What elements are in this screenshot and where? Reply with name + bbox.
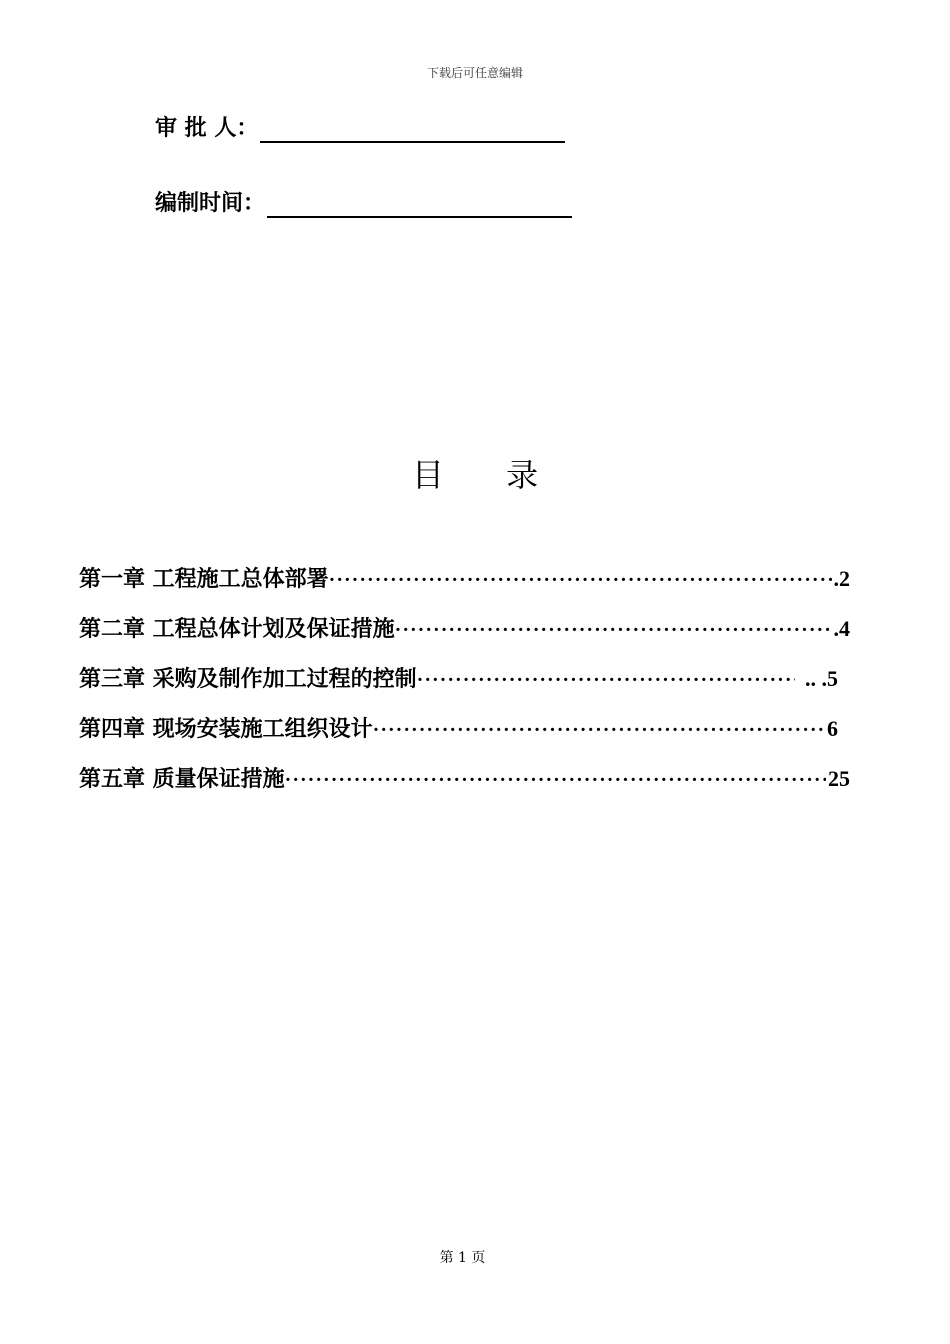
toc-entry-text: 第一章 工程施工总体部署 <box>79 567 329 592</box>
toc-dot-leader <box>417 664 795 696</box>
date-label: 编制时间： <box>155 191 266 216</box>
toc-dot-leader <box>329 564 832 596</box>
toc-entry[interactable] <box>79 713 850 763</box>
page-number-footer: 第 1 页 <box>439 1250 486 1266</box>
toc-entry[interactable] <box>79 563 850 613</box>
toc-entry[interactable] <box>79 763 850 813</box>
toc-entry-text: 第五章 质量保证措施 <box>79 767 285 792</box>
toc-entry-page: .. .5 <box>805 666 838 691</box>
toc-entry-page: 6 <box>827 716 838 741</box>
toc-entry[interactable] <box>79 663 850 713</box>
date-row <box>155 178 572 218</box>
header-note: 下载后可任意编辑 <box>426 66 523 80</box>
toc-dot-leader <box>373 714 825 746</box>
toc-dot-leader <box>285 764 826 796</box>
toc-title: 目 录 <box>411 456 565 494</box>
toc-entry-text: 第四章 现场安装施工组织设计 <box>79 717 373 742</box>
toc-entry-page: .2 <box>833 566 850 591</box>
approver-label: 审 批 人： <box>155 116 259 141</box>
table-of-contents <box>79 563 850 813</box>
approver-signature-line[interactable] <box>260 115 565 143</box>
toc-entry-text: 第三章 采购及制作加工过程的控制 <box>79 667 417 692</box>
date-signature-line[interactable] <box>267 190 572 218</box>
toc-entry-page: .4 <box>833 616 850 641</box>
toc-dot-leader <box>395 614 832 646</box>
toc-entry-page: 25 <box>828 766 850 791</box>
approver-row <box>155 103 565 143</box>
toc-entry[interactable] <box>79 613 850 663</box>
toc-entry-text: 第二章 工程总体计划及保证措施 <box>79 617 395 642</box>
